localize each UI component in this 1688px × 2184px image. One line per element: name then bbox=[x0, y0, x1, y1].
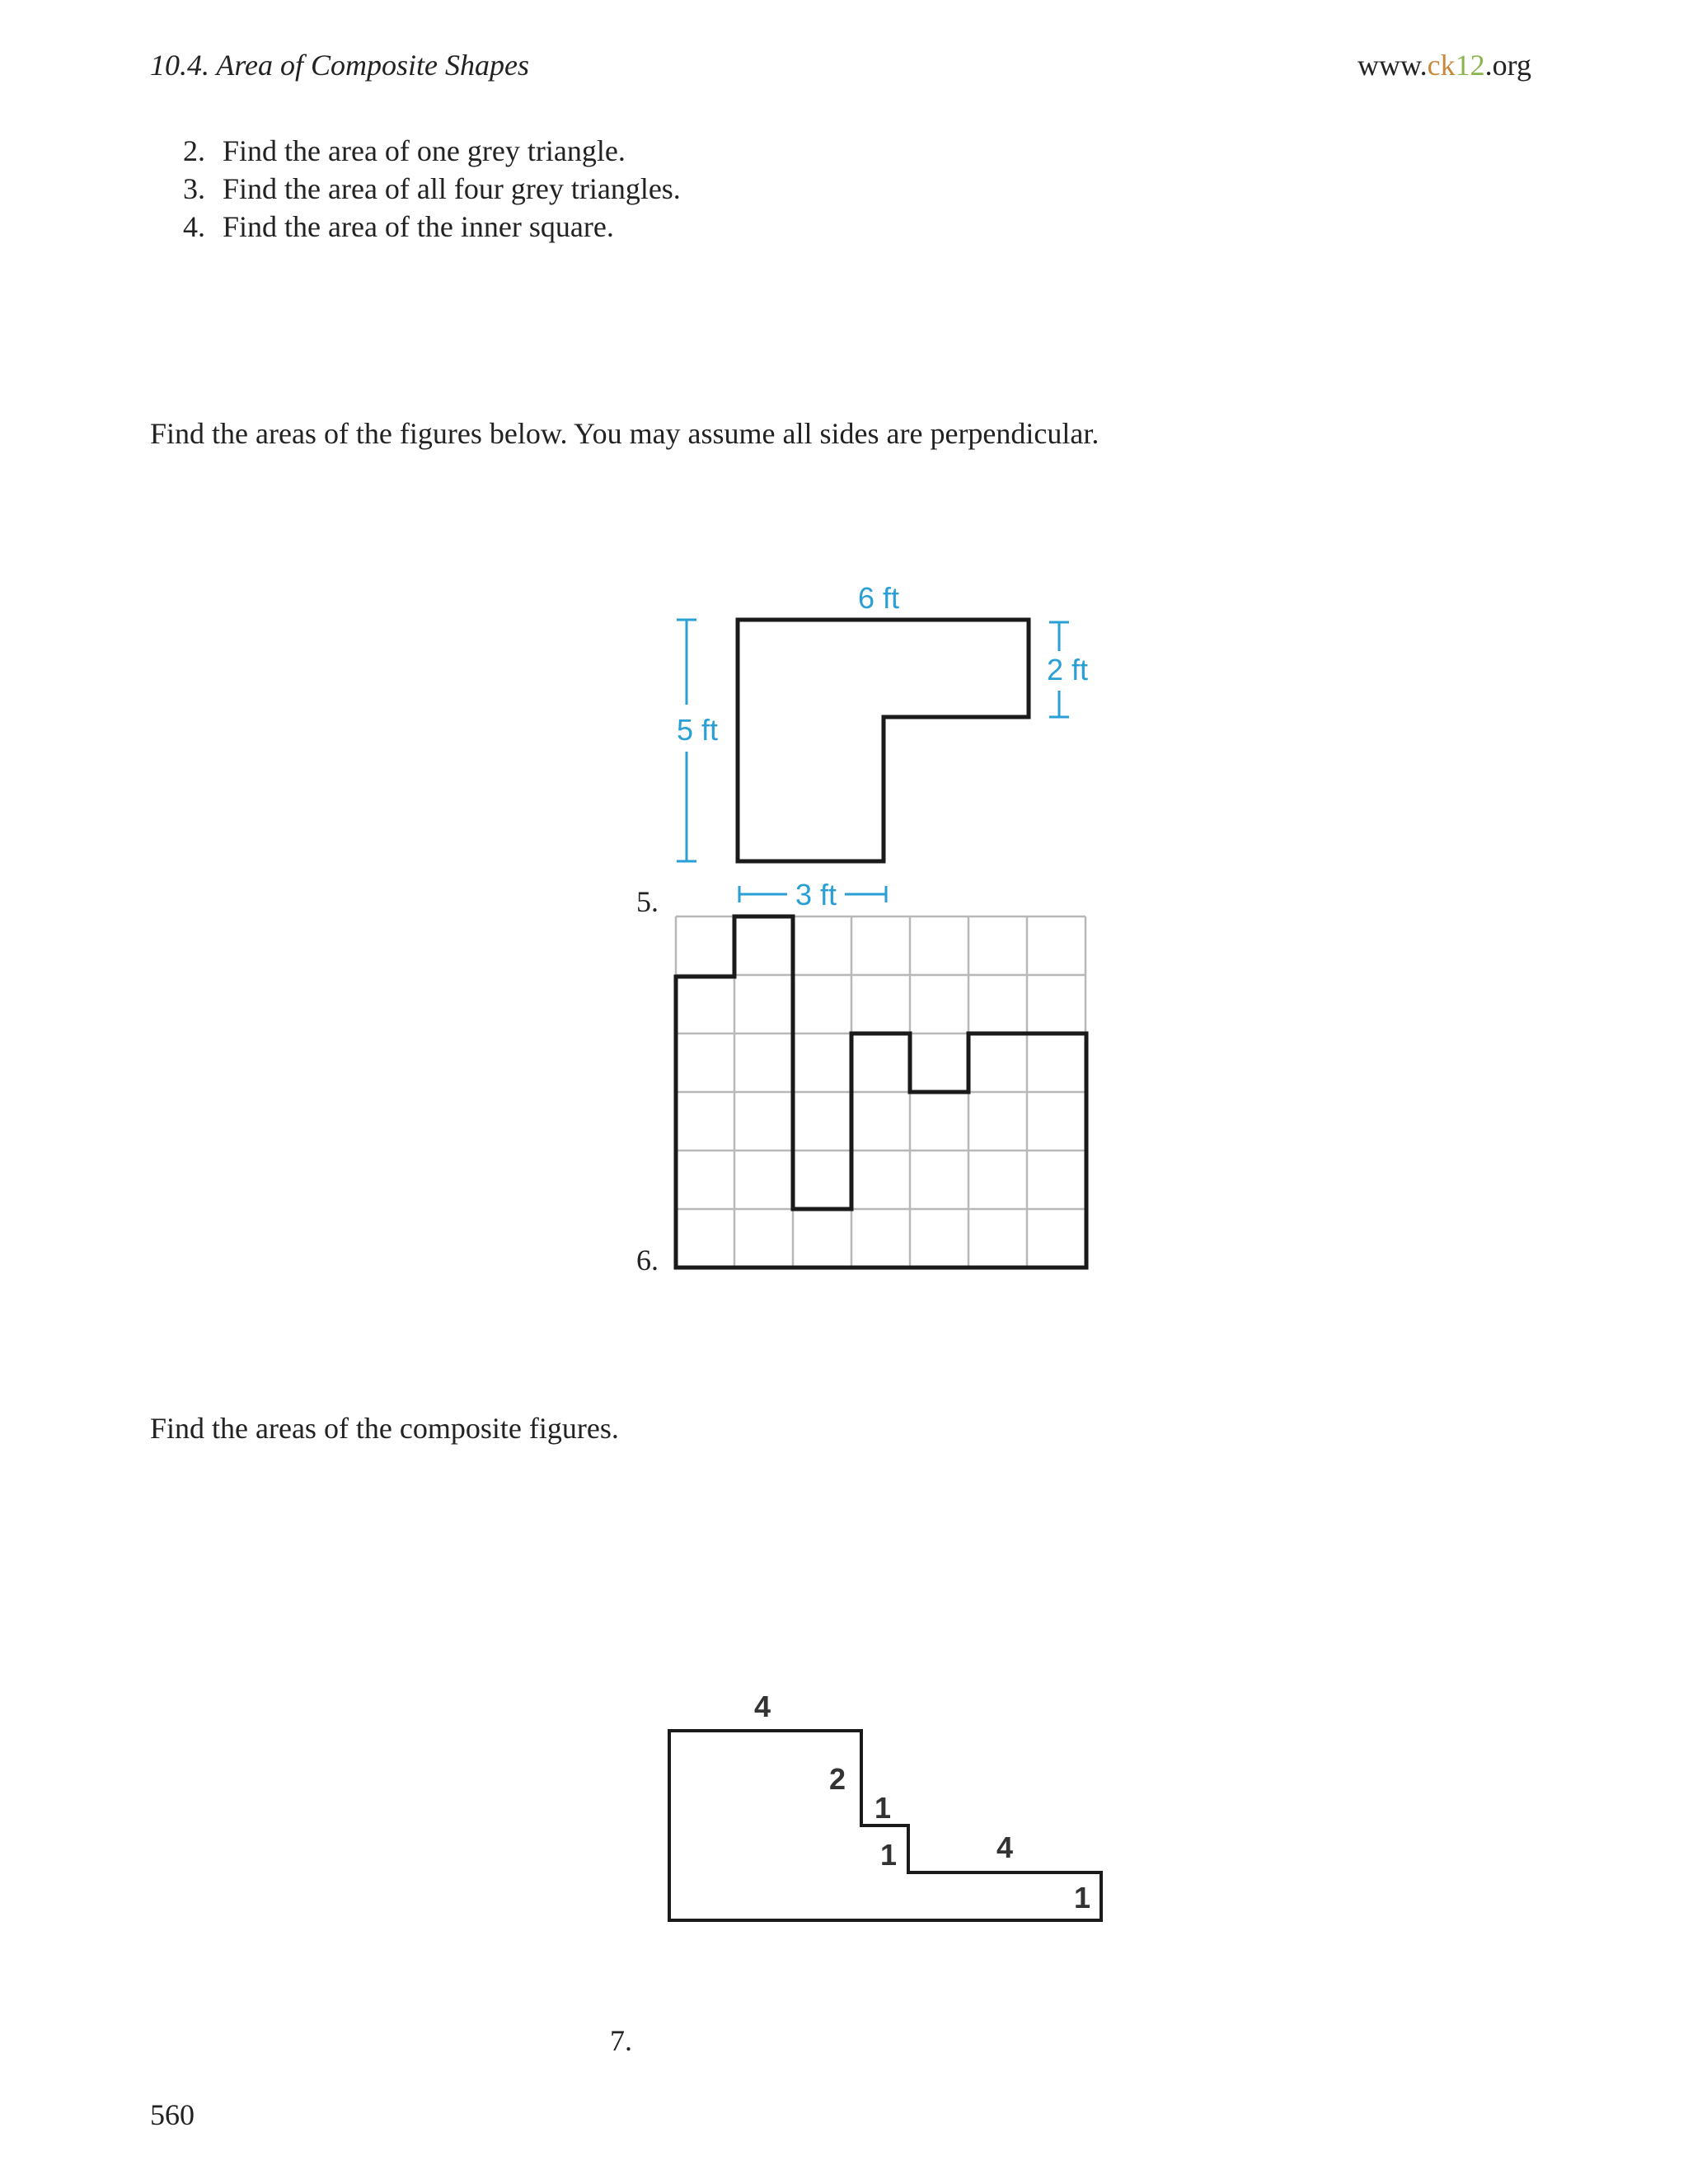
fig7-label-top: 4 bbox=[753, 1690, 771, 1723]
fig7-label-step2: 1 bbox=[874, 1791, 892, 1825]
question-text: Find the area of all four grey triangles. bbox=[223, 172, 681, 205]
fig7-label-step1: 2 bbox=[828, 1762, 846, 1796]
dim-label-bottom: 3 ft bbox=[795, 878, 837, 912]
fig7-label-right: 1 bbox=[1073, 1881, 1091, 1915]
question-text: Find the area of one grey triangle. bbox=[223, 134, 626, 167]
question-number: 2. bbox=[183, 134, 205, 167]
figure-5-label: 5. bbox=[636, 885, 659, 918]
question-number: 3. bbox=[183, 172, 205, 205]
question-text: Find the area of the inner square. bbox=[223, 210, 614, 243]
dim-label-right: 2 ft bbox=[1046, 653, 1089, 687]
dim-label-left: 5 ft bbox=[676, 713, 719, 747]
fig7-label-step3: 1 bbox=[879, 1838, 898, 1872]
dim-label-top: 6 ft bbox=[857, 581, 900, 615]
figure-6-label: 6. bbox=[636, 1244, 659, 1277]
fig7-label-bottom-right: 4 bbox=[996, 1830, 1014, 1864]
site-prefix: www. bbox=[1357, 49, 1428, 82]
figure-7-label: 7. bbox=[610, 2024, 632, 2057]
instruction-figures: Find the areas of the figures below. You may assume all sides are perpendicular. bbox=[150, 417, 1100, 450]
page-number: 560 bbox=[150, 2098, 195, 2131]
question-number: 4. bbox=[183, 210, 205, 243]
section-title: 10.4. Area of Composite Shapes bbox=[150, 49, 529, 82]
site-suffix: .org bbox=[1484, 49, 1531, 82]
site-12: 12 bbox=[1455, 49, 1485, 82]
stepped-shape bbox=[669, 1731, 1101, 1920]
instruction-composite: Find the areas of the composite figures. bbox=[150, 1412, 619, 1445]
site-ck: ck bbox=[1427, 49, 1456, 82]
